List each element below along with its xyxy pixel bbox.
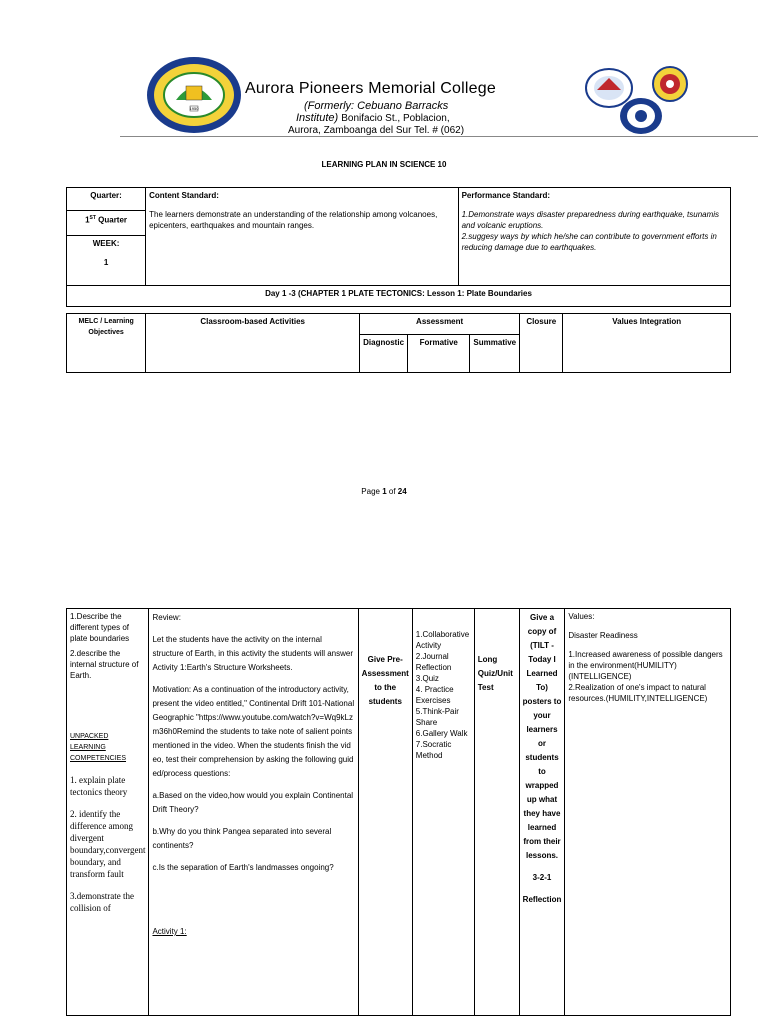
unpacked-heading: UNPACKED LEARNING COMPETENCIES bbox=[70, 733, 127, 762]
header-divider bbox=[120, 136, 758, 137]
page-total: 24 bbox=[397, 487, 407, 496]
page-current: 1 bbox=[382, 487, 387, 496]
formative-item-6: 6.Gallery Walk bbox=[415, 729, 468, 738]
col-values: Values Integration bbox=[563, 314, 731, 373]
col-closure: Closure bbox=[520, 314, 563, 373]
question-a: a.Based on the video,how would you explain Continental Drift Theory? bbox=[152, 791, 354, 814]
formative-item-5: 5.Think-Pair Share bbox=[415, 707, 459, 727]
objective-2: 2.describe the internal structure of Earth. bbox=[70, 649, 139, 680]
question-b: b.Why do you think Pangea separated into several continents? bbox=[152, 827, 332, 850]
school-address-line1 bbox=[296, 112, 450, 124]
school-formerly: (Formerly: Cebuano Barracks bbox=[304, 100, 449, 112]
review-text: Let the students have the activity on the internal structure of Earth, in this activity the students will answer Activity 1:Earth's Structure Worksheets. bbox=[152, 635, 353, 672]
col-assessment: Assessment bbox=[360, 314, 520, 335]
values-2: 2.Realization of one's impact to natural resources.(HUMILITY,INTELLIGENCE) bbox=[568, 683, 708, 703]
formative-item-4: 4. Practice Exercises bbox=[415, 685, 454, 705]
school-address-line2: Aurora, Zamboanga del Sur Tel. # (062) bbox=[288, 125, 465, 136]
week-value: 1 bbox=[103, 258, 109, 267]
learning-plan-columns-table bbox=[66, 313, 731, 373]
quarter-value bbox=[67, 211, 146, 236]
content-standard-label: Content Standard: bbox=[149, 191, 219, 200]
closure-text: Give a copy of (TILT - Today I Learned To) posters to your learners or students to wrapped up what they have learned from their lessons. bbox=[522, 613, 562, 860]
quarter-word: Quarter bbox=[95, 215, 128, 225]
values-cell bbox=[565, 609, 731, 1016]
school-name: Aurora Pioneers Memorial College bbox=[245, 80, 496, 97]
activities-cell bbox=[149, 609, 358, 1016]
motivation-text: Motivation: As a continuation of the introductory activity, present the video entitled," Continental Drift 101-National Geographic "https://www.youtube.com/watch?v=Wq9kLzm36h0Remind the students to take note of salient points mentioned in the video. When the students finish the video, test their comprehension by asking the following guided/process questions: bbox=[152, 685, 355, 778]
day-row: Day 1 -3 (CHAPTER 1 PLATE TECTONICS: Lesson 1: Plate Boundaries bbox=[67, 286, 731, 307]
values-1: 1.Increased awareness of possible dangers in the environment(HUMILITY)(INTELLIGENCE) bbox=[568, 650, 723, 681]
formative-item-2: 2.Journal Reflection bbox=[415, 652, 452, 672]
learning-plan-header-table bbox=[66, 187, 731, 307]
question-c: c.Is the separation of Earth's landmasses ongoing? bbox=[152, 863, 334, 872]
quarter-label: Quarter: bbox=[67, 188, 146, 211]
review-label: Review: bbox=[152, 613, 181, 622]
performance-standard-1: 1.Demonstrate ways disaster preparedness during earthquake, tsunamis and volcanic eruptions. bbox=[461, 210, 720, 230]
closure-cell bbox=[519, 609, 565, 1016]
formative-item-7: 7.Socratic Method bbox=[415, 740, 452, 760]
quarter-sup: ST bbox=[89, 215, 96, 221]
activity-1-label: Activity 1: bbox=[152, 927, 187, 936]
col-diagnostic: Diagnostic bbox=[360, 335, 408, 373]
school-institute: Institute) bbox=[296, 112, 339, 124]
content-standard-cell bbox=[146, 188, 458, 286]
objective-1: 1.Describe the different types of plate boundaries bbox=[70, 612, 130, 643]
objectives-cell bbox=[67, 609, 149, 1016]
formative-item-3: 3.Quiz bbox=[415, 674, 439, 683]
closure-321: 3-2-1 bbox=[532, 873, 552, 882]
col-summative: Summative bbox=[470, 335, 520, 373]
school-logo bbox=[146, 56, 242, 134]
quarter-num: 1 bbox=[85, 215, 90, 225]
content-standard-text: The learners demonstrate an understanding of the relationship among volcanoes, epicenters, earthquakes and mountain ranges. bbox=[149, 210, 438, 230]
competency-1: 1. explain plate tectonics theory bbox=[70, 775, 128, 797]
competency-3: 3.demonstrate the collision of bbox=[70, 891, 134, 913]
document-title: LEARNING PLAN IN SCIENCE 10 bbox=[321, 160, 447, 169]
week-cell bbox=[67, 236, 146, 286]
page-number bbox=[0, 487, 768, 496]
values-label: Values: bbox=[568, 612, 595, 621]
tesda-seal-icon bbox=[619, 97, 663, 135]
competency-2: 2. identify the difference among divergent boundary,convergent boundary, and transform fault bbox=[70, 809, 146, 879]
performance-standard-2: 2.suggesy ways by which he/she can contribute to government efforts in reducing damage due to earthquakes. bbox=[461, 232, 717, 252]
page-of: of bbox=[386, 487, 398, 496]
page-label: Page bbox=[361, 487, 383, 496]
performance-standard-cell bbox=[458, 188, 730, 286]
col-formative: Formative bbox=[408, 335, 470, 373]
col-activities: Classroom-based Activities bbox=[146, 314, 360, 373]
week-label: WEEK: bbox=[92, 239, 120, 248]
school-street: Bonifacio St., Poblacion, bbox=[341, 113, 450, 124]
formative-item-1: 1.Collaborative Activity bbox=[415, 630, 470, 650]
summative-cell: Long Quiz/Unit Test bbox=[474, 609, 519, 1016]
learning-plan-body-table bbox=[66, 608, 731, 1016]
performance-standard-label: Performance Standard: bbox=[461, 191, 551, 200]
diagnostic-cell: Give Pre-Assessment to the students bbox=[358, 609, 412, 1016]
values-title: Disaster Readiness bbox=[568, 631, 638, 640]
formative-cell bbox=[412, 609, 474, 1016]
closure-reflection: Reflection bbox=[522, 895, 562, 904]
logo-year: 1950 bbox=[189, 106, 199, 111]
col-melc: MELC / Learning Objectives bbox=[67, 314, 146, 373]
